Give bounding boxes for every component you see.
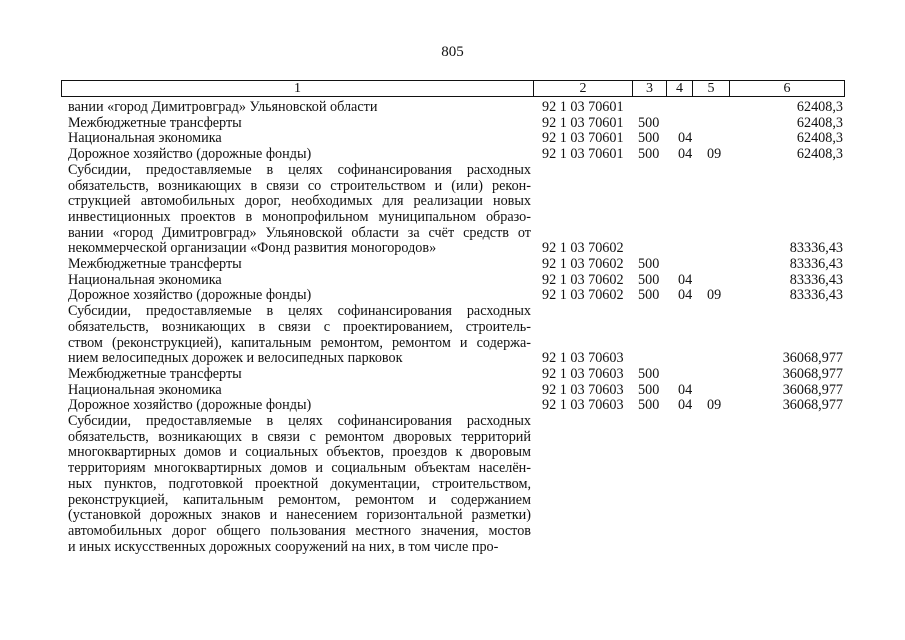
row-code: 92 1 03 70603 <box>542 350 624 367</box>
row-amount: 36068,977 <box>782 350 843 367</box>
row-col3: 500 <box>638 381 660 398</box>
row-description: Субсидии, предоставляемые в целях софинансирования расходных <box>68 161 531 178</box>
row-description: ством (реконструкцией), капитальным ремонтом, ремонтом и содержа- <box>68 334 531 351</box>
header-col-5: 5 <box>692 81 729 96</box>
page-number: 805 <box>441 44 464 60</box>
row-code: 92 1 03 70602 <box>542 256 624 272</box>
header-col-2: 2 <box>533 81 632 96</box>
row-col4: 04 <box>678 287 693 304</box>
row-description: Межбюджетные трансферты <box>68 256 242 272</box>
row-col3: 500 <box>638 114 660 131</box>
header-col-4: 4 <box>666 81 692 96</box>
row-col4: 04 <box>678 381 693 398</box>
row-description: инвестиционных проектов в монопрофильном муниципальном образо- <box>68 208 531 225</box>
row-description: реконструкцией, капитальным ремонтом, ремонтом и содержанием <box>68 491 531 508</box>
row-col4: 04 <box>678 130 693 147</box>
row-description: вании «город Димитровград» Ульяновской области за счёт средств от <box>68 224 531 241</box>
row-description: некоммерческой организации «Фонд развития моногородов» <box>68 240 437 257</box>
row-amount: 62408,3 <box>796 114 843 131</box>
row-description: струкцией автомобильных дорог, необходимых для реализации новых <box>68 193 531 210</box>
header-col-1: 1 <box>294 81 301 96</box>
row-description: многоквартирных домов и социальных объектов, проездов к дворовым <box>68 444 531 461</box>
row-description: обязательств, возникающих в связи со строительством и (или) рекон- <box>68 177 531 194</box>
row-description: обязательств, возникающих в связи с проектированием, строитель- <box>68 318 531 335</box>
row-description: автомобильных дорог общего пользования местного значения, мостов <box>68 522 531 539</box>
row-description: обязательств, возникающих в связи с ремонтом дворовых территорий <box>68 428 531 445</box>
row-col5: 09 <box>707 146 722 163</box>
row-description: Национальная экономика <box>68 130 222 147</box>
row-code: 92 1 03 70601 <box>542 130 624 147</box>
row-col4: 04 <box>678 271 693 288</box>
row-amount: 83336,43 <box>789 287 843 304</box>
row-code: 92 1 03 70603 <box>542 381 624 398</box>
row-code: 92 1 03 70601 <box>542 146 624 163</box>
row-amount: 36068,977 <box>782 381 843 398</box>
row-description: нием велосипедных дорожек и велосипедных парковок <box>68 350 403 367</box>
row-description: Субсидии, предоставляемые в целях софинансирования расходных <box>68 303 531 320</box>
row-amount: 62408,3 <box>796 146 843 163</box>
row-description: Дорожное хозяйство (дорожные фонды) <box>68 397 312 414</box>
row-code: 92 1 03 70602 <box>542 271 624 288</box>
row-description: Дорожное хозяйство (дорожные фонды) <box>68 146 312 163</box>
row-description: Субсидии, предоставляемые в целях софинансирования расходных <box>68 413 531 429</box>
row-col3: 500 <box>638 365 660 382</box>
row-col3: 500 <box>638 271 660 288</box>
row-amount: 36068,977 <box>782 365 843 382</box>
row-amount: 62408,3 <box>796 130 843 147</box>
header-col-6: 6 <box>729 81 844 96</box>
row-col5: 09 <box>707 397 722 414</box>
row-col4: 04 <box>678 146 693 163</box>
row-description: ных пунктов, подготовкой проектной документации, строительством, <box>68 475 531 492</box>
row-description: Национальная экономика <box>68 271 222 288</box>
table-row <box>0 538 905 556</box>
row-code: 92 1 03 70603 <box>542 397 624 414</box>
row-description: и иных искусственных дорожных сооружений на них, в том числе про- <box>68 538 499 555</box>
row-amount: 62408,3 <box>796 99 843 115</box>
row-description: (установкой дорожных знаков и нанесением горизонтальной разметки) <box>68 507 531 524</box>
header-col-3: 3 <box>632 81 666 96</box>
row-code: 92 1 03 70601 <box>542 114 624 131</box>
row-col3: 500 <box>638 146 660 163</box>
row-description: Межбюджетные трансферты <box>68 114 242 131</box>
row-code: 92 1 03 70602 <box>542 287 624 304</box>
table-header <box>61 80 845 97</box>
row-col5: 09 <box>707 287 722 304</box>
row-col3: 500 <box>638 130 660 147</box>
row-description: Национальная экономика <box>68 381 222 398</box>
row-code: 92 1 03 70601 <box>542 99 624 115</box>
row-amount: 83336,43 <box>789 240 843 257</box>
row-col4: 04 <box>678 397 693 414</box>
row-col3: 500 <box>638 397 660 414</box>
row-description: вании «город Димитровград» Ульяновской области <box>68 99 378 115</box>
row-amount: 36068,977 <box>782 397 843 414</box>
row-amount: 83336,43 <box>789 271 843 288</box>
row-code: 92 1 03 70602 <box>542 240 624 257</box>
row-col3: 500 <box>638 287 660 304</box>
row-description: Межбюджетные трансферты <box>68 365 242 382</box>
row-description: Дорожное хозяйство (дорожные фонды) <box>68 287 312 304</box>
row-col3: 500 <box>638 256 660 272</box>
row-code: 92 1 03 70603 <box>542 365 624 382</box>
row-description: территориям многоквартирных домов и социальным объектам населён- <box>68 460 531 477</box>
row-amount: 83336,43 <box>789 256 843 272</box>
